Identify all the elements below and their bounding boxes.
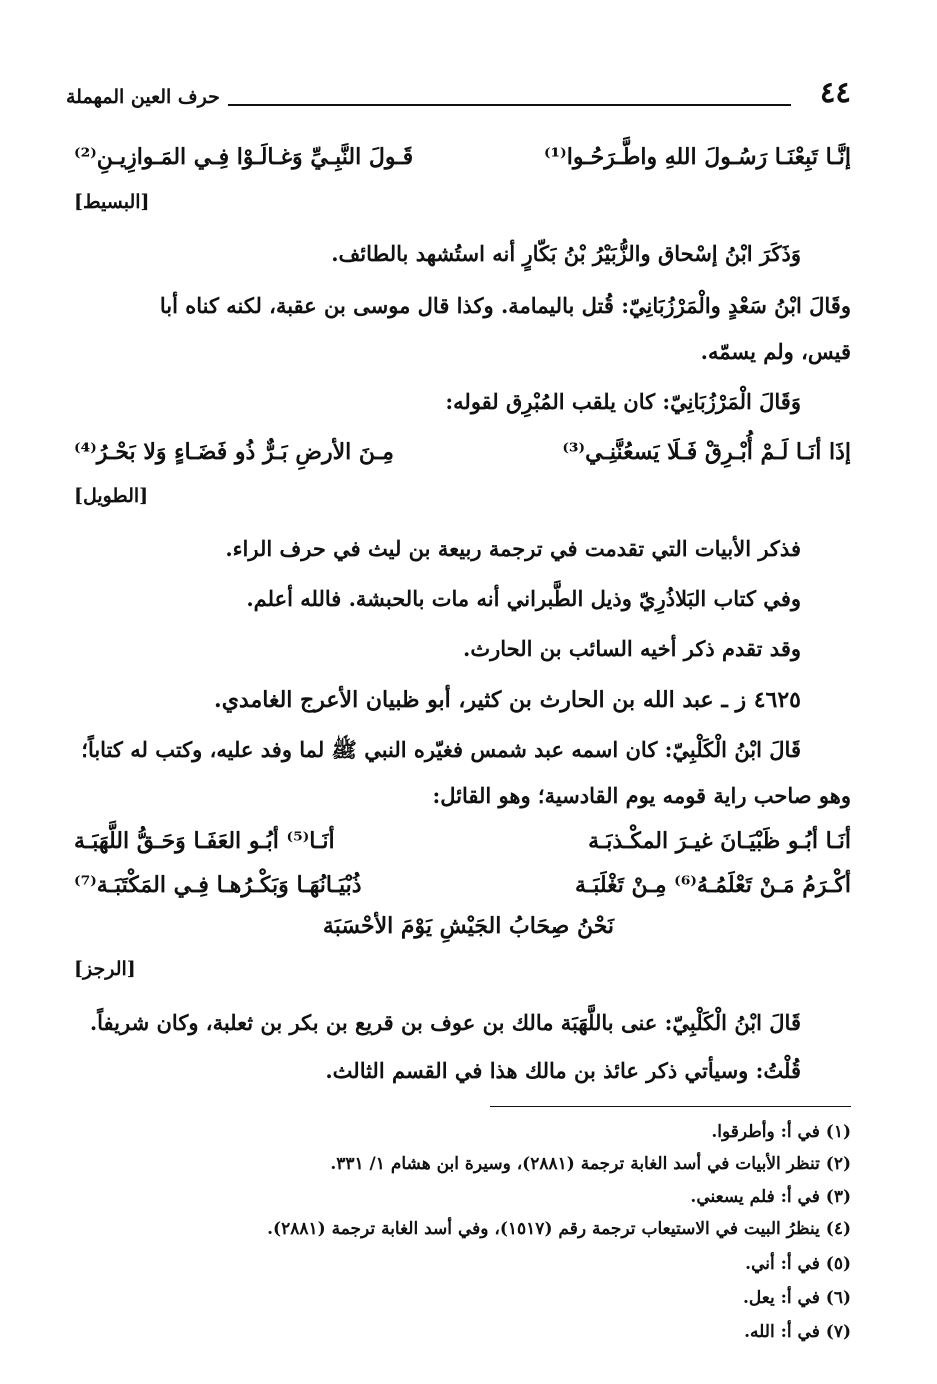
paragraph-marzubani: وَقَالَ الْمَرْزُبَانِيّ: كان يلقب المُبْرِق لقوله: [445,389,801,414]
rajaz-3-centered: نَحْنُ صِحَابُ الجَيْشِ يَوْمَ الأحْسَبَة [322,913,615,939]
paragraph-ibn-ishaq: وَذَكَرَ ابْنُ إسْحاق والزُّبَيْرُ بْنُ بَكّارٍ أنه استُشهد بالطائف. [331,241,801,266]
entry-heading-4625: ٤٦٢٥ ز ـ عبد الله بن الحارث بن كثير، أبو ظبيان الأعرج الغامدي. [214,687,801,713]
rajaz-2-left: ذُبْيَـانُهَـا وَبَكْـرُهـا فِـي المَكْتَبَـة⁽⁷⁾ [74,872,362,898]
paragraph-baladhuri: وفي كتاب البَلاذُرِيّ وذيل الطَّبراني أنه مات بالحبشة. فالله أعلم. [246,586,801,611]
meter-label-tawil: [الطويل] [74,485,149,507]
paragraph-kalbi-line-2: وهو صاحب راية قومه يوم القادسية؛ وهو القائل: [432,783,851,808]
paragraph-rabia: فذكر الأبيات التي تقدمت في ترجمة ربيعة بن ليث في حرف الراء. [225,536,801,561]
footnote-6: (٦) في أ: يعل. [742,1288,851,1308]
meter-label-rajaz: [الرجز] [74,958,136,980]
paragraph-saib: وقد تقدم ذكر أخيه السائب بن الحارث. [463,636,801,661]
verse-1-second-hemistich: قَـولَ النَّبِـيِّ وَغـالَـوْا فِـي المَـوازِيـنِ⁽²⁾ [74,144,414,170]
verse-2-first-hemistich: إذَا أنَـا لَـمْ أُبْـرِقْ فَـلَا يَسعُنَّنِـي⁽³⁾ [562,439,851,465]
paragraph-ibn-saad-line-2: قيس، ولم يسمّه. [700,339,851,364]
footnote-7: (٧) في أ: الله. [744,1322,851,1342]
footnote-2: (٢) تنظر الأبيات في أسد الغابة ترجمة (٢٨٨١)، وسيرة ابن هشام ١/ ٣٣١. [330,1154,851,1174]
footnote-1: (١) في أ: وأطرقوا. [711,1122,851,1142]
paragraph-lahaba: قَالَ ابْنُ الْكَلْبِيّ: عنى باللَّهَبَة مالك بن عوف بن قريع بن بكر بن ثعلبة، وكان شريفاً. [89,1010,801,1035]
header-rule [228,104,791,106]
rajaz-1-right: أنَـا أبُـو ظَبْيَـانَ غيـرَ المكْـذبَـة [588,828,851,854]
paragraph-kalbi-line-1: قَالَ ابْنُ الْكَلْبِيّ: كان اسمه عبد شمس فغيّره النبي ﷺ لما وفد عليه، وكتب له كتاباً؛ [81,737,801,762]
meter-label-basit: [البسيط] [74,191,150,213]
footnote-separator [490,1106,851,1107]
footnote-4: (٤) ينظرُ البيت في الاستيعاب ترجمة رقم (١٥١٧)، وفي أسد الغابة ترجمة (٢٨٨١). [267,1219,851,1239]
paragraph-qultu: قُلْتُ: وسيأتي ذكر عائذ بن مالك هذا في القسم الثالث. [325,1058,801,1083]
rajaz-1-left: أنَـا⁽⁵⁾ أبُـو العَفَـا وَحَـقُّ اللَّهَبَـة [74,828,335,854]
running-title: حرف العين المهملة [66,86,220,108]
footnote-5: (٥) في أ: أني. [745,1254,851,1274]
rajaz-2-right: أكْـرَمُ مَـنْ تَعْلَمُـهُ⁽⁶⁾ مِـنْ تَغْلَبَـة [574,872,851,898]
footnote-3: (٣) في أ: فلم يسعني. [690,1187,851,1207]
verse-2-second-hemistich: مِـنَ الأرضِ بَـرٌّ ذُو فَضَـاءٍ وَلا بَحْـرُ⁽⁴⁾ [74,439,394,465]
paragraph-ibn-saad-line-1: وقَالَ ابْنُ سَعْدٍ والْمَرْزُبَانِيّ: قُتل باليمامة. وكذا قال موسى بن عقبة، لكنه كناه أبا [159,293,851,318]
verse-1-first-hemistich: إنَّـا تَبِعْنَـا رَسُـولَ اللهِ واطَّـرَحُـوا⁽¹⁾ [543,144,851,170]
page-number: ٤٤ [819,75,851,109]
